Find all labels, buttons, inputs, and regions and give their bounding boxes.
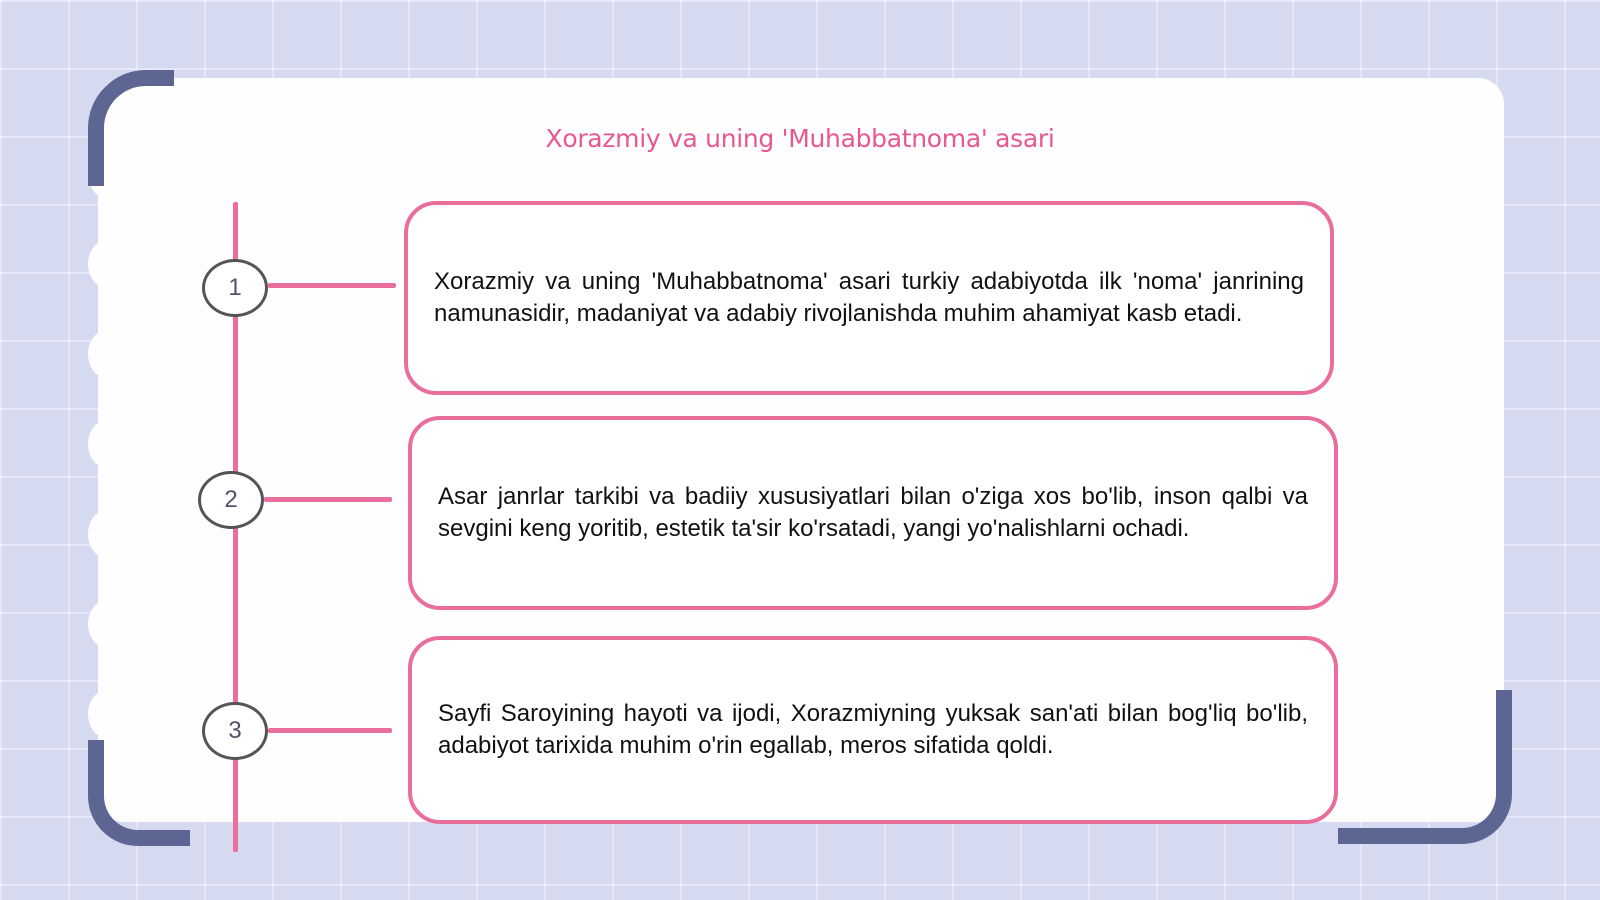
timeline-item-2	[408, 416, 1338, 610]
timeline-item-text: Xorazmiy va uning 'Muhabbatnoma' asari turkiy adabiyotda ilk 'noma' janrining namunasidir, madaniyat va adabiy rivojlanishda muhim ahamiyat kasb etadi.	[434, 268, 1304, 327]
corner-bracket-top-left	[88, 70, 174, 186]
timeline-connector	[268, 728, 392, 733]
timeline-marker-1: 1	[202, 259, 268, 317]
card-scallop	[88, 240, 126, 288]
timeline-marker-2: 2	[198, 471, 264, 529]
card-scallop	[88, 420, 126, 468]
card-scallop	[88, 600, 126, 648]
timeline-item-text: Asar janrlar tarkibi va badiiy xususiyatlari bilan o'ziga xos bo'lib, inson qalbi va sevgini keng yoritib, estetik ta'sir ko'rsatadi, yangi yo'nalishlarni ochadi.	[438, 483, 1308, 542]
corner-bracket-bottom-right	[1338, 690, 1512, 844]
timeline-connector	[268, 283, 396, 288]
timeline-connector	[264, 497, 392, 502]
timeline-item-text: Sayfi Saroyining hayoti va ijodi, Xorazmiyning yuksak san'ati bilan bog'liq bo'lib, adabiyot tarixida muhim o'rin egallab, meros sifatida qoldi.	[438, 700, 1308, 759]
timeline-item-3	[408, 636, 1338, 824]
slide-title: Xorazmiy va uning 'Muhabbatnoma' asari	[545, 124, 1055, 153]
card-scallop	[88, 330, 126, 378]
corner-bracket-bottom-left	[88, 740, 190, 846]
timeline-item-1	[404, 201, 1334, 395]
card-scallop	[88, 690, 126, 738]
card-scallop	[88, 510, 126, 558]
timeline-marker-3: 3	[202, 702, 268, 760]
